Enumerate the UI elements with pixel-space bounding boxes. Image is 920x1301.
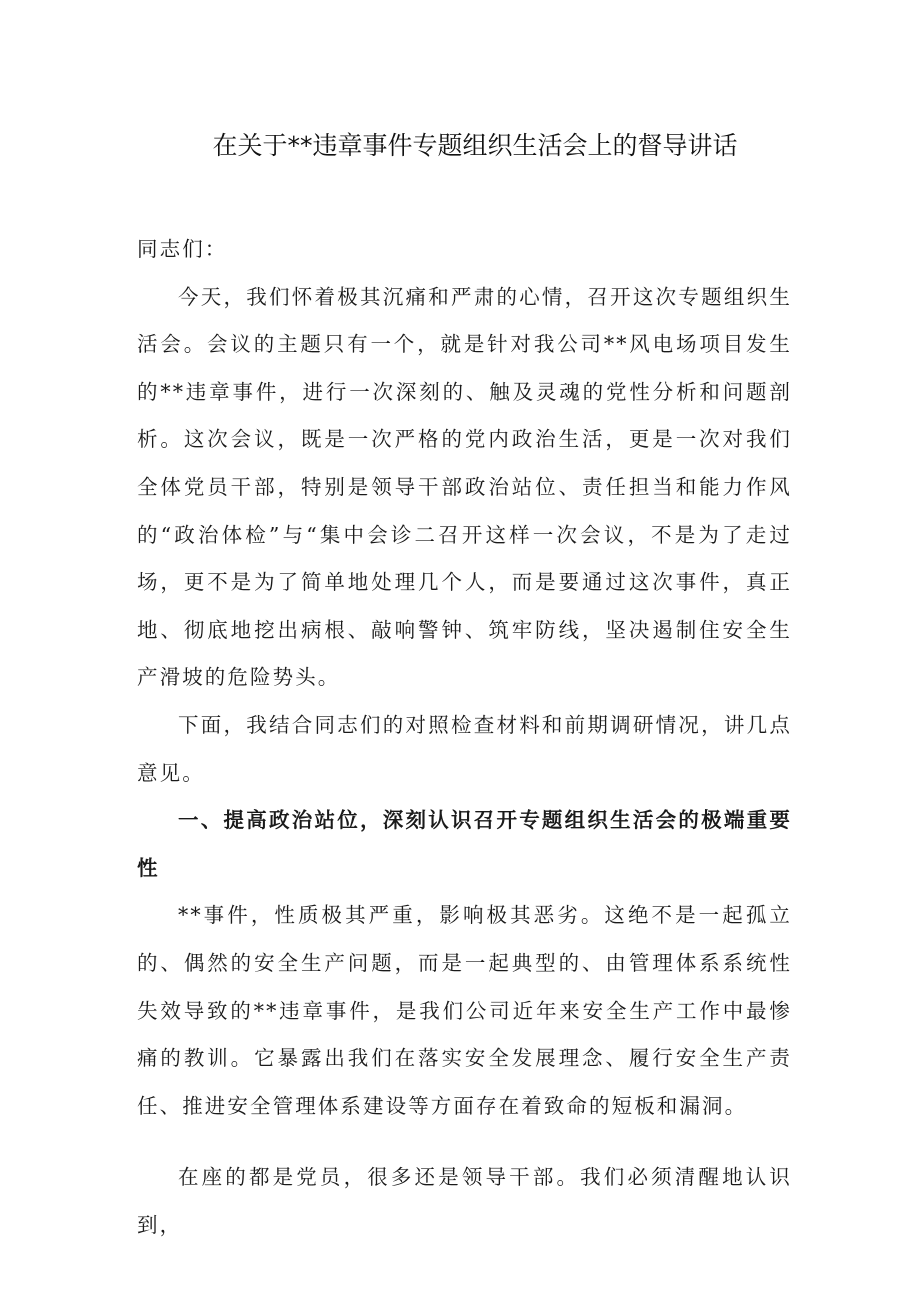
paragraph-section1-continued: 在座的都是党员，很多还是领导干部。我们必须清醒地认识到， (137, 1165, 792, 1237)
document-body (137, 226, 792, 1249)
paragraph-section1-body: **事件，性质极其严重，影响极其恶劣。这绝不是一起孤立的、偶然的安全生产问题，而是一起典型的、由管理体系系统性失效导致的**违章事件，是我们公司近年来安全生产工作中最惨痛的教训。它暴露出我们在落实安全发展理念、履行安全生产责任、推进安全管理体系建设等方面存在着致命的短板和漏洞。 (137, 903, 792, 1118)
section-heading-1: 一、提高政治站位，深刻认识召开专题组织生活会的极端重要性 (137, 808, 792, 880)
paragraph-opening: 今天，我们怀着极其沉痛和严肃的心情，召开这次专题组织生活会。会议的主题只有一个，就是针对我公司**风电场项目发生的**违章事件，进行一次深刻的、触及灵魂的党性分析和问题剖析。这次会议，既是一次严格的党内政治生活，更是一次对我们全体党员干部，特别是领导干部政治站位、责任担当和能力作风的“政治体检”与“集中会诊二召开这样一次会议，不是为了走过场，更不是为了简单地处理几个人，而是要通过这次事件，真正地、彻底地挖出病根、敲响警钟、筑牢防线，坚决遏制住安全生产滑坡的危险势头。 (137, 284, 792, 690)
salutation: 同志们： (137, 237, 228, 261)
paragraph-intro-points: 下面，我结合同志们的对照检查材料和前期调研情况，讲几点意见。 (137, 712, 792, 785)
paragraph-gap (137, 1130, 792, 1154)
document-title: 在关于**违章事件专题组织生活会上的督导讲话 (212, 131, 738, 160)
